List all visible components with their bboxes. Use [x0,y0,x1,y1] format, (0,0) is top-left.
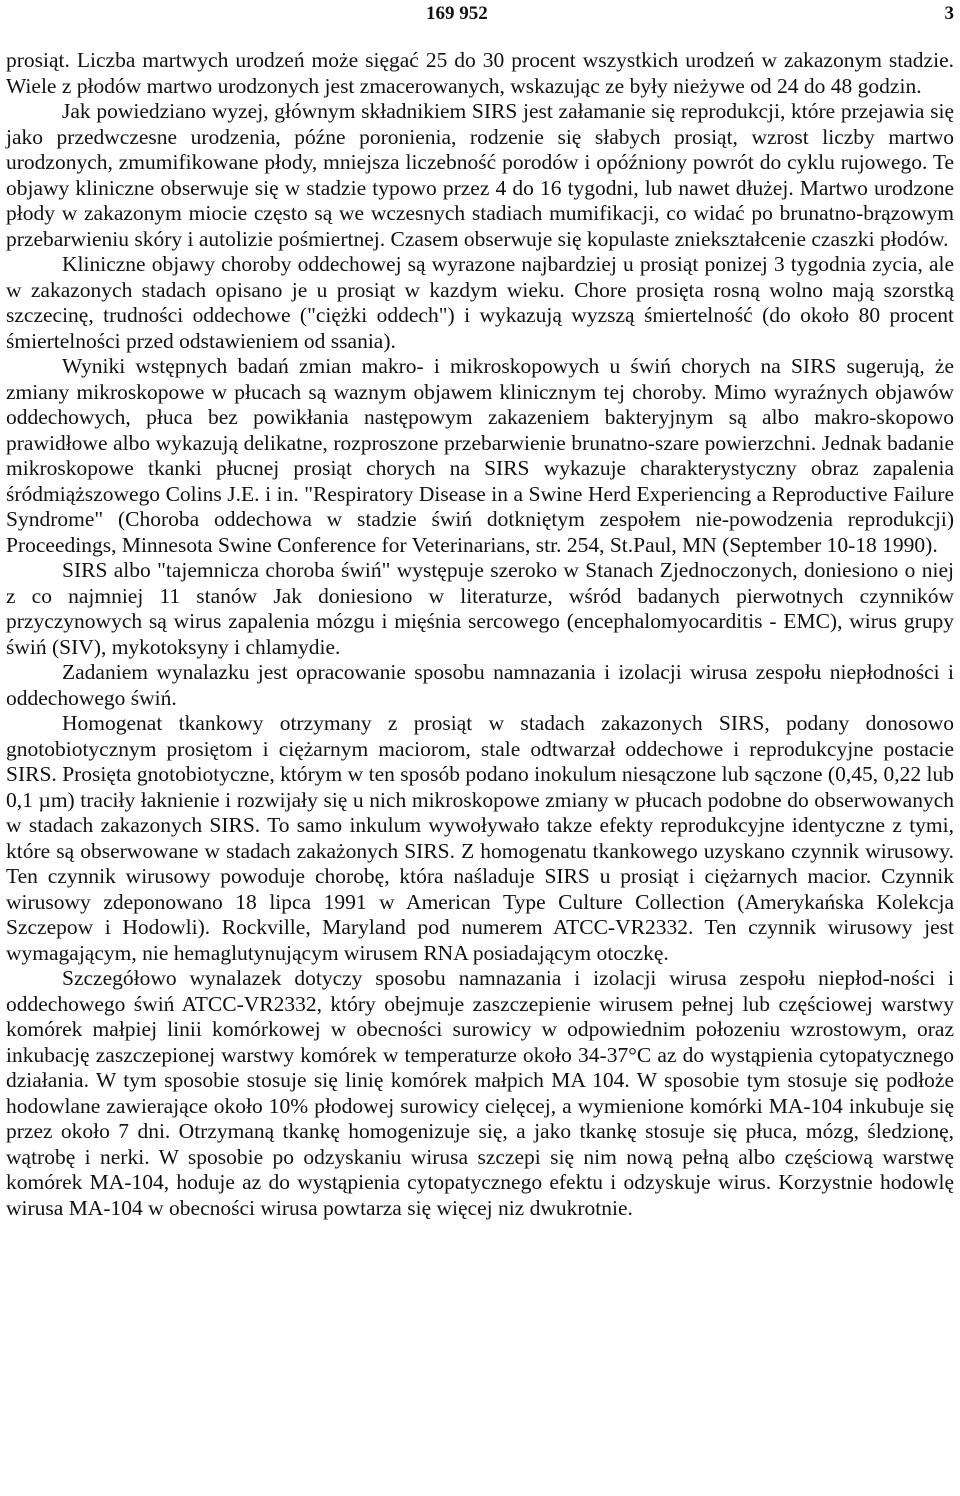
paragraph: prosiąt. Liczba martwych urodzeń może sięgać 25 do 30 procent wszystkich urodzeń w zakazonym stadzie. Wiele z płodów martwo urodzonych jest zmacerowanych, wskazując ze były nieżywe od 24 do 48 godzin. [6,48,954,98]
paragraph: Kliniczne objawy choroby oddechowej są wyrazone najbardziej u prosiąt ponizej 3 tygodnia zycia, ale w zakazonych stadach opisano je u prosiąt w kazdym wieku. Chore prosięta rosną wolno mają szorstką szczecinę, trudności oddechowe ("ciężki oddech") i wykazują wyzszą śmiertelność (do około 80 procent śmiertelności przed odstawieniem od ssania). [6,252,954,353]
paragraph: Jak powiedziano wyzej, głównym składnikiem SIRS jest załamanie się reprodukcji, które przejawia się jako przedwczesne urodzenia, późne poronienia, rodzenie się słabych prosiąt, wzrost liczby martwo urodzonych, zmumifikowane płody, mniejsza liczebność porodów i opóźniony powrót do cyklu rujowego. Te objawy kliniczne obserwuje się w stadzie typowo przez 4 do 16 tygodni, lub nawet dłużej. Martwo urodzone płody w zakazonym miocie często są we wczesnych stadiach mumifikacji, co widać po brunatno-brązowym przebarwieniu skóry i autolizie pośmiertnej. Czasem obserwuje się kopulaste zniekształcenie czaszki płodów. [6,99,954,251]
paragraph: Wyniki wstępnych badań zmian makro- i mikroskopowych u świń chorych na SIRS sugerują, że zmiany mikroskopowe w płucach są waznym objawem klinicznym tej choroby. Mimo wyraźnych objawów oddechowych, płuca bez powikłania następowym zakazeniem bakteryjnym są albo makro-skopowo prawidłowe albo wykazują delikatne, rozproszone przebarwienie brunatno-szare powierzchni. Jednak badanie mikroskopowe tkanki płucnej prosiąt chorych na SIRS wykazuje charakterystyczny obraz zapalenia śródmiąższowego Colins J.E. i in. "Respiratory Disease in a Swine Herd Experiencing a Reproductive Failure Syndrome" (Choroba oddechowa w stadzie świń dotkniętym zespołem nie-powodzenia reprodukcji) Proceedings, Minnesota Swine Conference for Veterinarians, str. 254, St.Paul, MN (September 10-18 1990). [6,354,954,557]
paragraph: Homogenat tkankowy otrzymany z prosiąt w stadach zakazonych SIRS, podany donosowo gnotobiotycznym prosiętom i ciężarnym maciorom, stale odtwarzał oddechowe i reprodukcyjne postacie SIRS. Prosięta gnotobiotyczne, którym w ten sposób podano inokulum niesączone lub sączone (0,45, 0,22 lub 0,1 µm) traciły łaknienie i rozwijały się u nich mikroskopowe zmiany w płucach podobne do obserwowanych w stadach zakazonych SIRS. To samo inkulum wywoływało takze efekty reprodukcyjne identyczne z tymi, które są obserwowane w stadach zakażonych SIRS. Z homogenatu tkankowego uzyskano czynnik wirusowy. Ten czynnik wirusowy powoduje chorobę, która naśladuje SIRS u prosiąt i ciężarnych macior. Czynnik wirusowy zdeponowano 18 lipca 1991 w American Type Culture Collection (Amerykańska Kolekcja Szczepow i Hodowli). Rockville, Maryland pod numerem ATCC-VR2332. Ten czynnik wirusowy jest wymagającym, nie hemaglutynującym wirusem RNA posiadającym otoczkę. [6,711,954,965]
paragraph: Zadaniem wynalazku jest opracowanie sposobu namnazania i izolacji wirusa zespołu niepłodności i oddechowego świń. [6,660,954,710]
page-header [0,0,960,28]
paragraph: Szczegółowo wynalazek dotyczy sposobu namnazania i izolacji wirusa zespołu niepłod-ności i oddechowego świń ATCC-VR2332, który obejmuje zaszczepienie wirusem pełnej lub częściowej warstwy komórek małpiej linii komórkowej w obecności surowicy w odpowiednim połozeniu wzrostowym, oraz inkubację zaszczepionej warstwy komórek w temperaturze około 34-37°C az do wystąpienia cytopatycznego działania. W tym sposobie stosuje się linię komórek małpich MA 104. W sposobie tym stosuje się podłoże hodowlane zawierające około 10% płodowej surowicy cielęcej, a wymienione komórki MA-104 inkubuje się przez około 7 dni. Otrzymaną tkankę homogenizuje się, a jako tkankę stosuje się płuca, mózg, śledzionę, wątrobę i nerki. W sposobie po odzyskaniu wirusa szczepi się nim nową pełną albo częściową warstwę komórek MA-104, hoduje az do wystąpienia cytopatycznego efektu i odzyskuje wirus. Korzystnie hodowlę wirusa MA-104 w obecności wirusa powtarza się więcej niz dwukrotnie. [6,966,954,1220]
document-number: 169 952 [426,3,488,24]
document-body [6,48,954,1221]
page-number: 3 [944,3,954,24]
paragraph: SIRS albo "tajemnicza choroba świń" występuje szeroko w Stanach Zjednoczonych, doniesiono o niej z co najmniej 11 stanów Jak doniesiono w literaturze, wśród badanych pierwotnych czynników przyczynowych są wirus zapalenia mózgu i mięśnia sercowego (encephalomyocarditis - EMC), wirus grupy świń (SIV), mykotoksyny i chlamydie. [6,558,954,659]
